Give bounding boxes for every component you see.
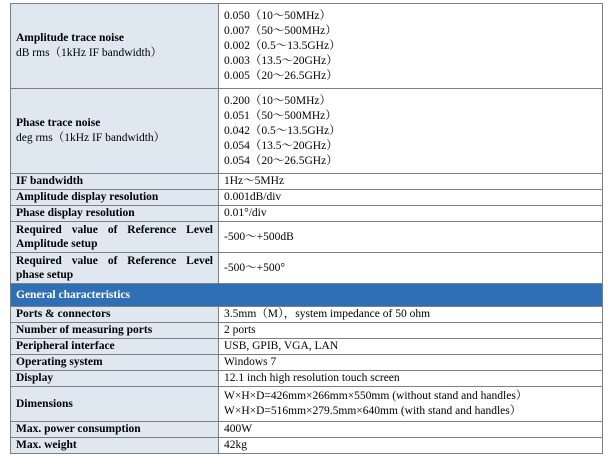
table-row-max-weight (11, 438, 603, 454)
ports-connectors-label: Ports & connectors (11, 307, 219, 323)
operating-system-label: Operating system (11, 355, 219, 371)
table-row-if-bandwidth (11, 174, 603, 190)
measuring-ports-value: 2 ports (219, 323, 603, 339)
phase-trace-noise-value: 0.054（13.5～20GHz） (224, 139, 338, 152)
peripheral-interface-value: USB, GPIB, VGA, LAN (219, 339, 603, 355)
dimensions-label: Dimensions (11, 387, 219, 422)
ports-connectors-value: 3.5mm（M），system impedance of 50 ohm (219, 307, 603, 323)
phase-display-resolution-label: Phase display resolution (11, 206, 219, 222)
ref-level-amplitude-value: -500～+500dB (219, 222, 603, 253)
phase-trace-noise-value: 0.042（0.5～13.5GHz） (224, 124, 341, 137)
peripheral-interface-label: Peripheral interface (11, 339, 219, 355)
table-row-phase-trace-noise (11, 89, 603, 174)
table-row-amplitude-display-resolution (11, 190, 603, 206)
amplitude-trace-noise-value: 0.007（50～500MHz） (224, 24, 337, 37)
table-row-display (11, 371, 603, 387)
amplitude-display-resolution-value: 0.001dB/div (219, 190, 603, 206)
table-row-max-power (11, 422, 603, 438)
operating-system-value: Windows 7 (219, 355, 603, 371)
ref-level-phase-label: Required value of Reference Level phase setup (11, 253, 219, 284)
phase-trace-noise-values (219, 89, 603, 174)
max-weight-label: Max. weight (11, 438, 219, 454)
phase-trace-noise-unit: deg rms（1kHz IF bandwidth） (16, 132, 166, 144)
table-row-amplitude-trace-noise (11, 4, 603, 89)
display-label: Display (11, 371, 219, 387)
table-row-operating-system (11, 355, 603, 371)
phase-display-resolution-value: 0.01°/div (219, 206, 603, 222)
if-bandwidth-value: 1Hz～5MHz (219, 174, 603, 190)
table-row-ports-connectors (11, 307, 603, 323)
amplitude-trace-noise-value: 0.002（0.5～13.5GHz） (224, 39, 341, 52)
amplitude-trace-noise-value: 0.005（20～26.5GHz） (224, 69, 338, 82)
amplitude-trace-noise-label: Amplitude trace noise (16, 32, 124, 44)
measuring-ports-label: Number of measuring ports (11, 323, 219, 339)
dimensions-value: W×H×D=426mm×266mm×550mm (without stand and handles） (224, 390, 528, 402)
phase-trace-noise-value: 0.054（20～26.5GHz） (224, 154, 338, 167)
display-value: 12.1 inch high resolution touch screen (219, 371, 603, 387)
ref-level-amplitude-label: Required value of Reference Level Amplitude setup (11, 222, 219, 253)
amplitude-trace-noise-label-cell (11, 4, 219, 89)
table-row-phase-display-resolution (11, 206, 603, 222)
table-row-ref-level-phase (11, 253, 603, 284)
phase-trace-noise-value: 0.051（50～500MHz） (224, 109, 337, 122)
if-bandwidth-label: IF bandwidth (11, 174, 219, 190)
table-row-dimensions (11, 387, 603, 422)
dimensions-values (219, 387, 603, 422)
table-row-peripheral-interface (11, 339, 603, 355)
amplitude-trace-noise-values (219, 4, 603, 89)
phase-trace-noise-value: 0.200（10～50MHz） (224, 94, 332, 107)
phase-trace-noise-label-cell (11, 89, 219, 174)
section-title-general: General characteristics (11, 284, 603, 307)
amplitude-trace-noise-value: 0.050（10～50MHz） (224, 9, 332, 22)
ref-level-phase-value: -500～+500° (219, 253, 603, 284)
max-power-label: Max. power consumption (11, 422, 219, 438)
amplitude-trace-noise-unit: dB rms（1kHz IF bandwidth） (16, 47, 162, 59)
amplitude-trace-noise-value: 0.003（13.5～20GHz） (224, 54, 338, 67)
specifications-table (10, 3, 603, 454)
phase-trace-noise-label: Phase trace noise (16, 117, 101, 129)
amplitude-display-resolution-label: Amplitude display resolution (11, 190, 219, 206)
section-header-general (11, 284, 603, 307)
max-weight-value: 42kg (219, 438, 603, 454)
max-power-value: 400W (219, 422, 603, 438)
dimensions-value: W×H×D=516mm×279.5mm×640mm (with stand and handles） (224, 405, 522, 417)
table-row-ref-level-amplitude (11, 222, 603, 253)
table-row-measuring-ports (11, 323, 603, 339)
